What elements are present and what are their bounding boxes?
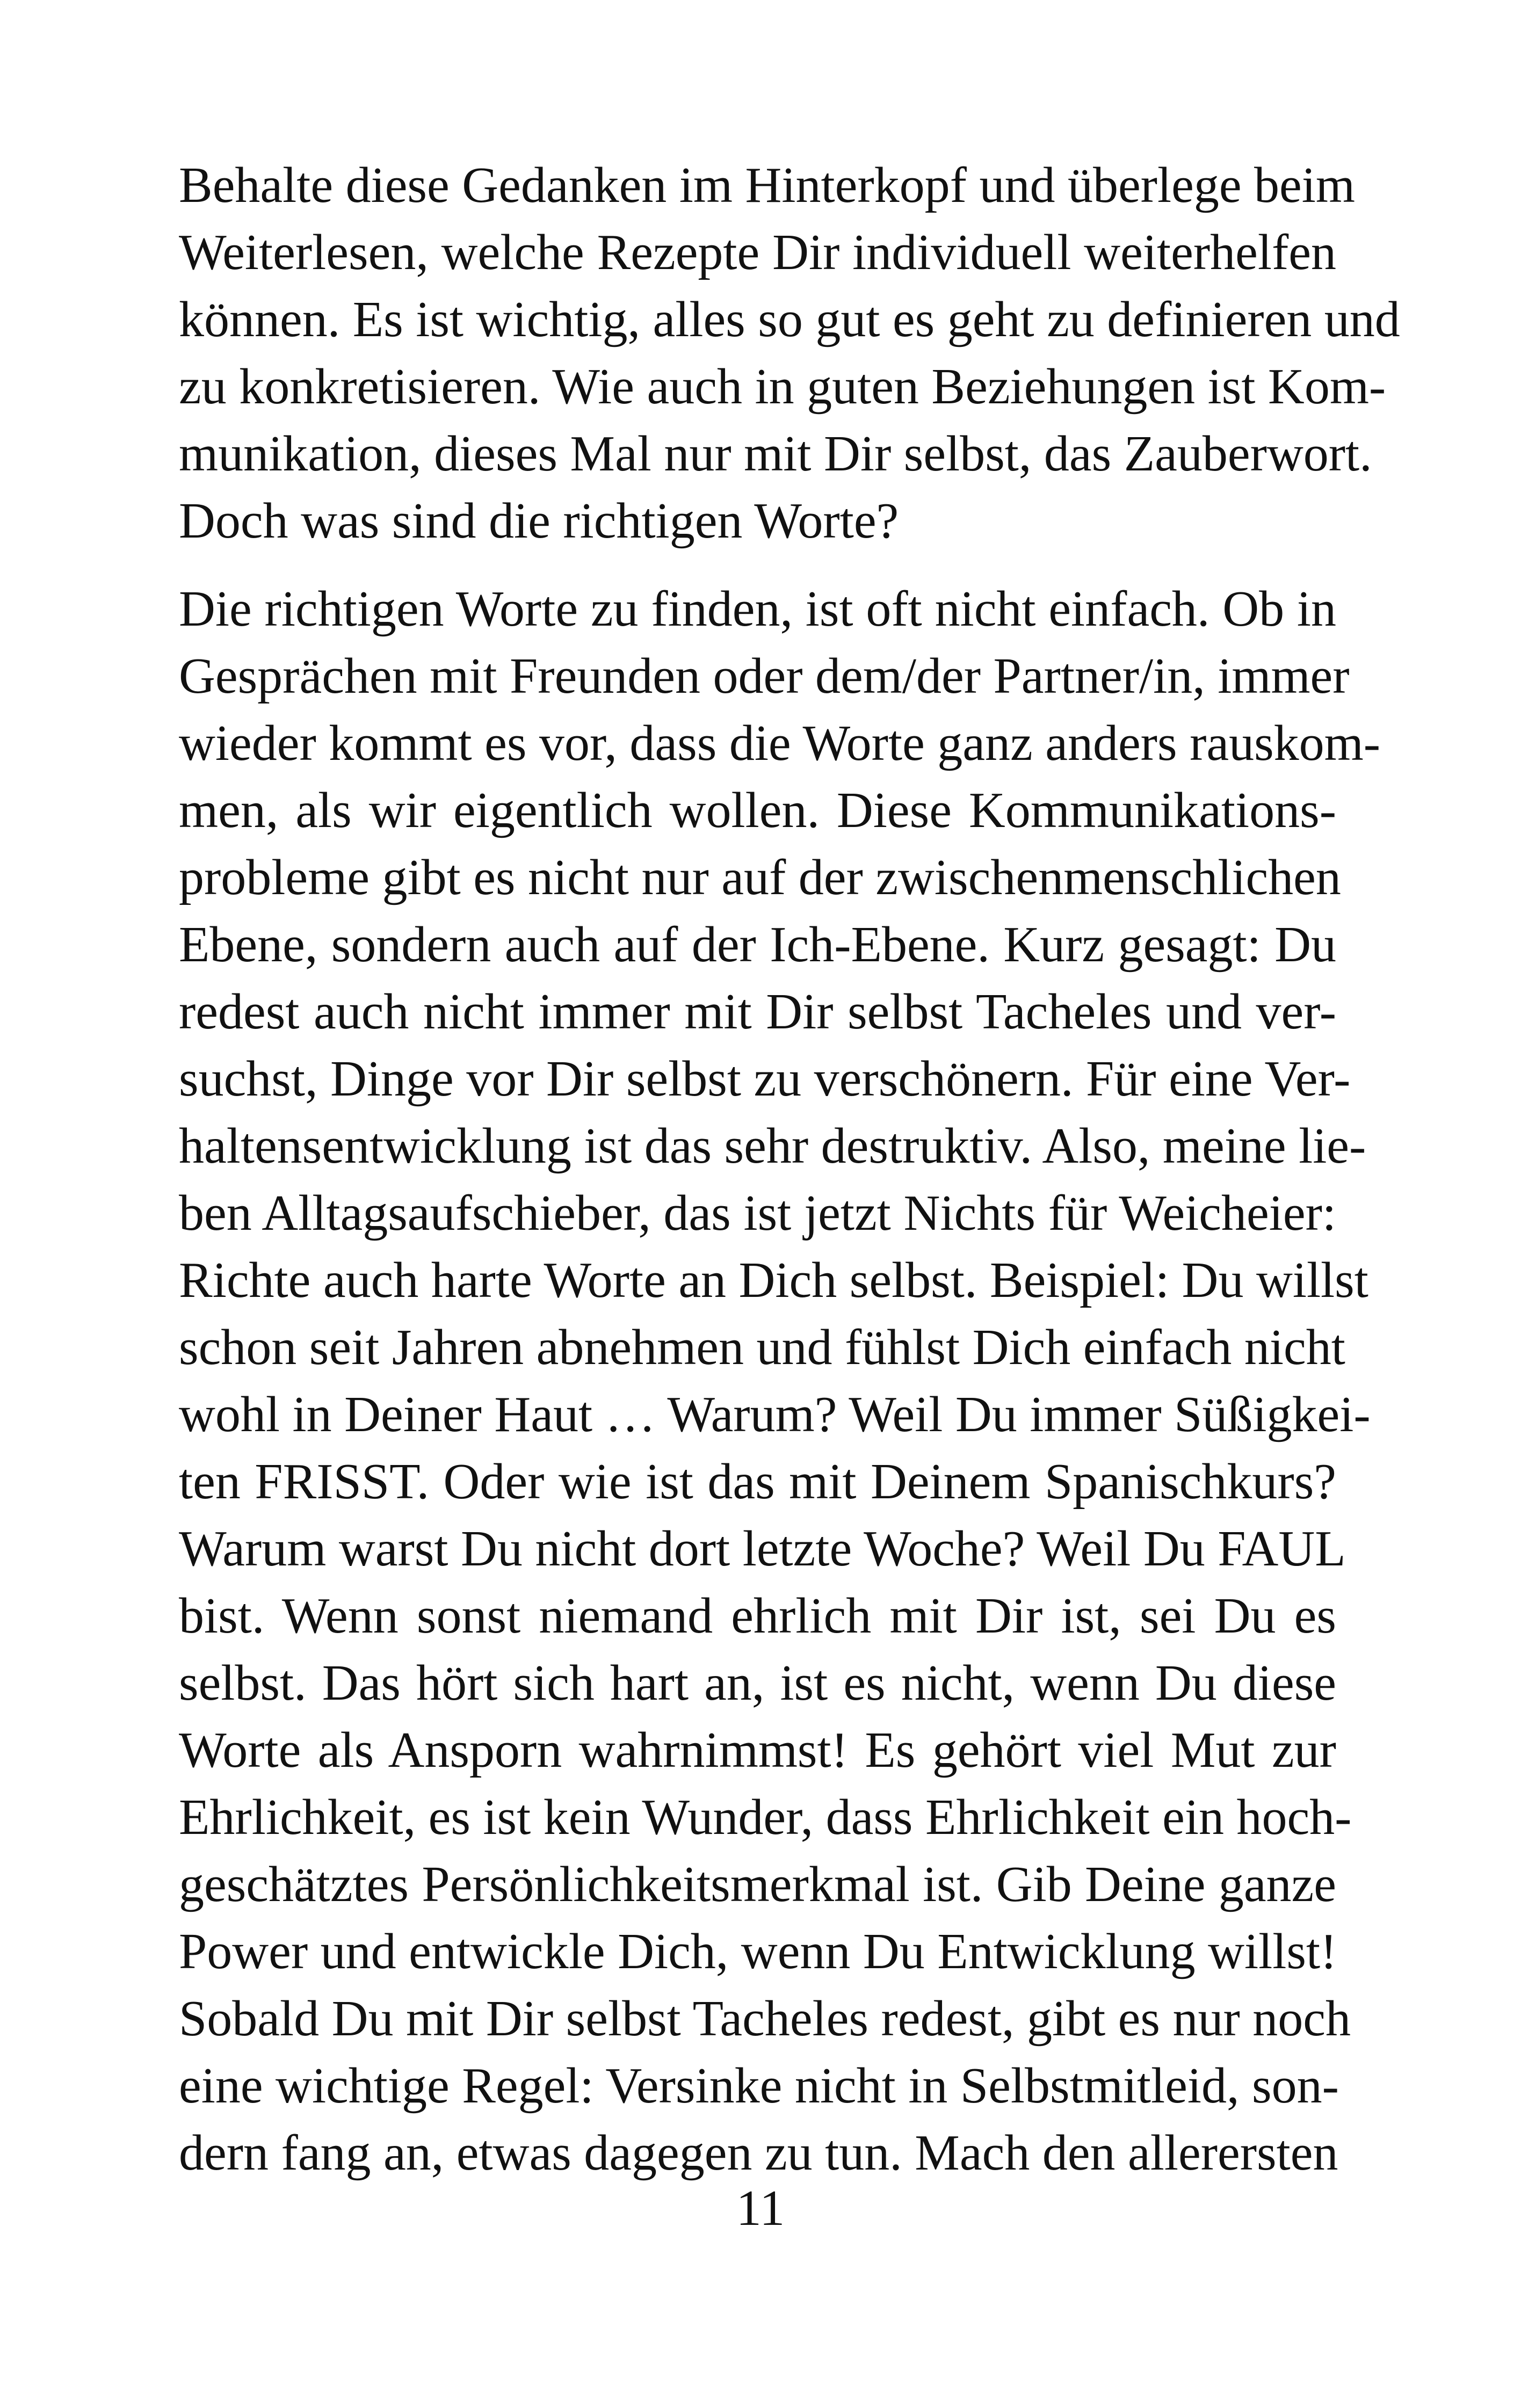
text-line: wieder kommt es vor, dass die Worte ganz anders rauskom- — [179, 715, 1381, 771]
paragraph-2 — [179, 576, 1381, 2187]
text-line: probleme gibt es nicht nur auf der zwischenmenschlichen — [179, 850, 1341, 905]
text-line: Sobald Du mit Dir selbst Tacheles redest, gibt es nur noch — [179, 1991, 1351, 2047]
text-line: Gesprächen mit Freunden oder dem/der Partner/in, immer — [179, 648, 1350, 704]
text-line: schon seit Jahren abnehmen und fühlst Dich einfach nicht — [179, 1319, 1345, 1375]
page-number: 11 — [736, 2180, 785, 2236]
text-line: Weiterlesen, welche Rezepte Dir individuell weiterhelfen — [179, 224, 1336, 280]
text-line: geschätztes Persönlichkeitsmerkmal ist. Gib Deine ganze — [179, 1856, 1336, 1912]
text-line: Die richtigen Worte zu finden, ist oft nicht einfach. Ob in — [179, 581, 1336, 637]
text-line: redest auch nicht immer mit Dir selbst Tacheles und ver- — [179, 984, 1336, 1040]
text-line: Ebene, sondern auch auf der Ich-Ebene. Kurz gesagt: Du — [179, 917, 1336, 973]
text-line: bist. Wenn sonst niemand ehrlich mit Dir ist, sei Du es — [179, 1588, 1336, 1644]
text-line: Behalte diese Gedanken im Hinterkopf und überlege beim — [179, 157, 1355, 213]
text-line: suchst, Dinge vor Dir selbst zu verschönern. Für eine Ver- — [179, 1051, 1351, 1107]
text-line: Richte auch harte Worte an Dich selbst. Beispiel: Du willst — [179, 1252, 1368, 1308]
text-line: Ehrlichkeit, es ist kein Wunder, dass Ehrlichkeit ein hoch- — [179, 1789, 1352, 1845]
text-line: Warum warst Du nicht dort letzte Woche? Weil Du FAUL — [179, 1521, 1346, 1577]
text-line: ten FRISST. Oder wie ist das mit Deinem Spanischkurs? — [179, 1454, 1336, 1510]
text-line: Doch was sind die richtigen Worte? — [179, 493, 899, 549]
text-line: dern fang an, etwas dagegen zu tun. Mach den allerersten — [179, 2125, 1338, 2181]
text-line: munikation, dieses Mal nur mit Dir selbst, das Zauberwort. — [179, 426, 1372, 482]
body-text — [179, 152, 1400, 2187]
text-line: Power und entwickle Dich, wenn Du Entwicklung willst! — [179, 1924, 1337, 1979]
text-line: Worte als Ansporn wahrnimmst! Es gehört viel Mut zur — [179, 1722, 1336, 1778]
paragraph-1 — [179, 152, 1400, 555]
text-line: selbst. Das hört sich hart an, ist es nicht, wenn Du diese — [179, 1655, 1336, 1711]
text-line: können. Es ist wichtig, alles so gut es geht zu definieren und — [179, 292, 1400, 347]
text-line: wohl in Deiner Haut … Warum? Weil Du immer Süßigkei- — [179, 1387, 1371, 1442]
text-line: ben Alltagsaufschieber, das ist jetzt Nichts für Weicheier: — [179, 1185, 1336, 1241]
text-line: haltensentwicklung ist das sehr destruktiv. Also, meine lie- — [179, 1118, 1366, 1174]
text-line: men, als wir eigentlich wollen. Diese Kommunikations- — [179, 782, 1336, 838]
text-line: eine wichtige Regel: Versinke nicht in Selbstmitleid, son- — [179, 2058, 1339, 2114]
text-line: zu konkretisieren. Wie auch in guten Beziehungen ist Kom- — [179, 359, 1386, 415]
